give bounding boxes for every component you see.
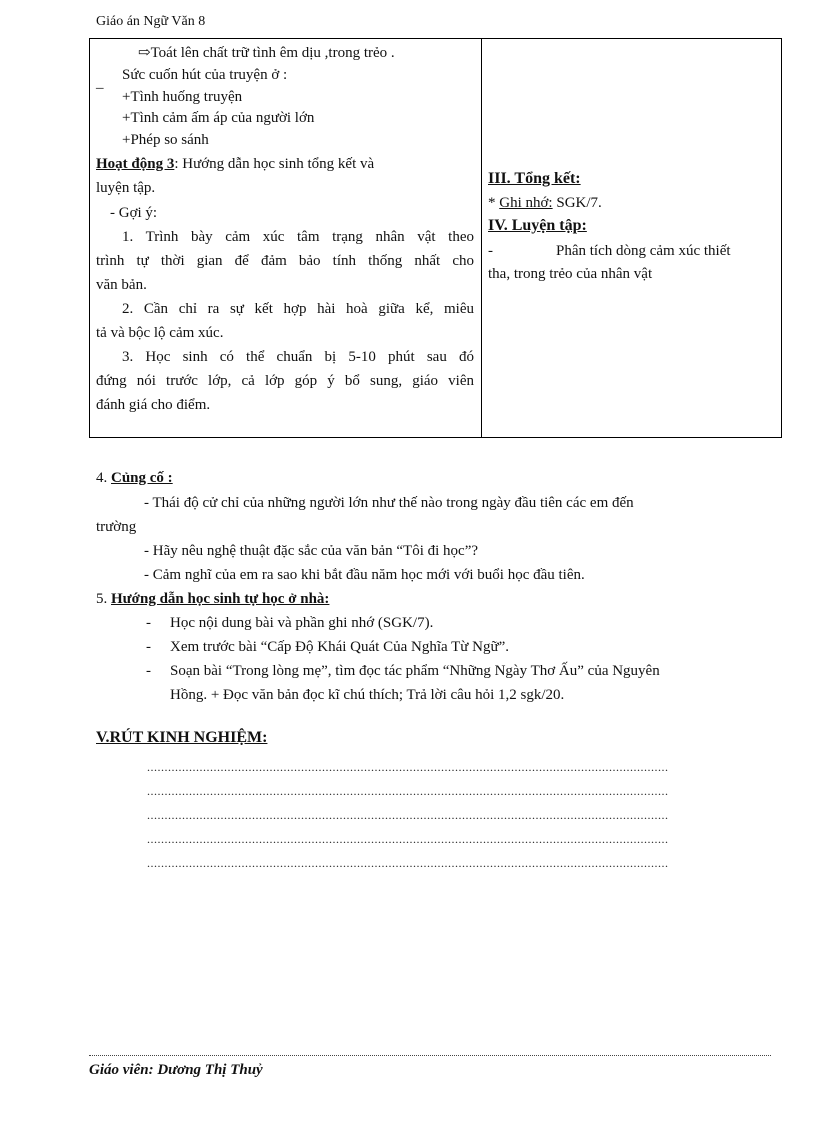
homework-item-3-cont: Hồng. + Đọc văn bản đọc kĩ chú thích; Trả lời câu hỏi 1,2 sgk/20. [170, 687, 565, 703]
homework-title: Hướng dẫn học sinh tự học ở nhà: [111, 591, 330, 607]
homework-dash-3: - [146, 663, 151, 679]
conclusion-line: ⇨Toát lên chất trữ tình êm dịu ,trong trẻo . [138, 45, 395, 61]
left-column [90, 39, 482, 438]
item2-line-a: 2. Cần chỉ ra sự kết hợp hài hoà giữa kể, miêu [122, 301, 474, 317]
homework-item-2: Xem trước bài “Cấp Độ Khái Quát Của Nghĩa Từ Ngữ”. [170, 639, 510, 655]
experience-dotline-5: ..................................................................................................................................................... [147, 856, 669, 870]
experience-dotline-1: ..................................................................................................................................................... [147, 760, 669, 774]
item1-line-a: 1. Trình bày cảm xúc tâm trạng nhân vật theo [122, 229, 474, 245]
homework-item-3: Soạn bài “Trong lòng mẹ”, tìm đọc tác phẩm “Những Ngày Thơ Ấu” của Nguyên [170, 663, 660, 679]
consolidation-q2: - Hãy nêu nghệ thuật đặc sắc của văn bản “Tôi đi học”? [144, 543, 479, 559]
item3-line-c: đánh giá cho điểm. [96, 397, 211, 413]
point-warmth: +Tình cảm ấm áp của người lớn [122, 110, 315, 126]
item3-line-a: 3. Học sinh có thể chuẩn bị 5-10 phút sau đó [122, 349, 474, 365]
item3-line-b: đứng nói trước lớp, cả lớp góp ý bổ sung, giáo viên [96, 373, 474, 389]
practice-dash: - [488, 243, 493, 259]
homework-heading [96, 589, 329, 609]
item2-line-b: tả và bộc lộ cảm xúc. [96, 325, 224, 341]
experience-dotline-2: ..................................................................................................................................................... [147, 784, 669, 798]
page-header: Giáo án Ngữ Văn 8 [96, 14, 206, 29]
activity-text: : Hướng dẫn học sinh tổng kết và [174, 156, 375, 172]
consolidation-title: Củng cố : [111, 470, 173, 486]
homework-dash-1: - [146, 615, 151, 631]
experience-dotline-3: ..................................................................................................................................................... [147, 808, 669, 822]
homework-number: 5. [96, 591, 111, 607]
memo-line [488, 193, 602, 213]
consolidation-number: 4. [96, 470, 111, 486]
activity-label: Hoạt động 3 [96, 156, 175, 172]
practice-heading: IV. Luyện tập: [488, 217, 587, 234]
activity-text-cont: luyện tập. [96, 180, 156, 196]
appeal-line: Sức cuốn hút của truyện ở : [122, 67, 288, 83]
activity-heading [96, 154, 474, 174]
memo-value: SGK/7. [552, 195, 602, 211]
footer-teacher: Giáo viên: Dương Thị Thuỷ [89, 1062, 263, 1078]
consolidation-q1-b: trường [96, 519, 137, 535]
bullet-mark: _ [96, 75, 104, 91]
item1-line-b: trình tự thời gian để đảm bảo tính thống nhất cho [96, 253, 474, 269]
memo-prefix: * [488, 195, 500, 211]
footer-divider [89, 1055, 771, 1056]
summary-heading: III. Tổng kết: [488, 170, 581, 187]
experience-dotline-4: ..................................................................................................................................................... [147, 832, 669, 846]
practice-line-2: tha, trong trẻo của nhân vật [488, 266, 653, 282]
experience-heading: V.RÚT KINH NGHIỆM: [96, 729, 268, 746]
consolidation-q1-a: - Thái độ cử chỉ của những người lớn như thế nào trong ngày đầu tiên các em đến [144, 495, 634, 511]
homework-item-1: Học nội dung bài và phần ghi nhớ (SGK/7). [170, 615, 434, 631]
consolidation-q3: - Cảm nghĩ của em ra sao khi bắt đầu năm học mới với buổi học đầu tiên. [144, 567, 585, 583]
memo-label: Ghi nhớ: [499, 195, 553, 211]
practice-line-1: Phân tích dòng cảm xúc thiết [556, 243, 731, 259]
point-comparison: +Phép so sánh [122, 132, 209, 148]
homework-dash-2: - [146, 639, 151, 655]
hint-label: - Gợi ý: [110, 205, 158, 221]
right-column [482, 39, 782, 438]
item1-line-c: văn bản. [96, 277, 147, 293]
consolidation-heading [96, 468, 173, 488]
point-situation: +Tình huống truyện [122, 89, 243, 105]
lesson-table [89, 38, 782, 438]
